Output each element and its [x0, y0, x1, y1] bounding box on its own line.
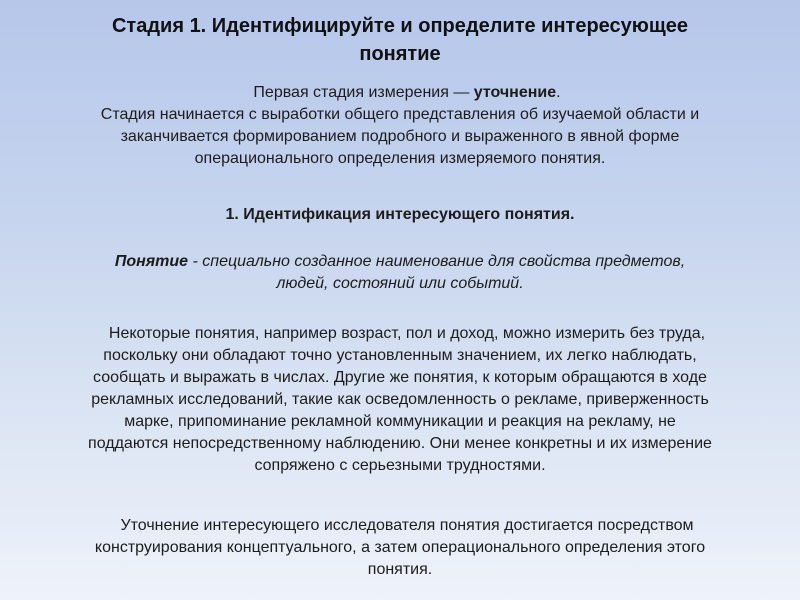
definition-line-2: людей, состояний или событий. — [276, 275, 524, 292]
slide-title-line-1: Стадия 1. Идентифицируйте и определите интересующее — [111, 15, 688, 37]
definition-line-1-rest: - специально созданное наименование для свойства предметов, — [188, 253, 686, 270]
definition-paragraph — [0, 251, 800, 295]
intro-line-1 — [0, 82, 800, 104]
measurement-line: Некоторые понятия, например возраст, пол и доход, можно измерить без труда, — [108, 325, 706, 342]
measurement-line: сообщать и выражать в числах. Другие же понятия, к которым обращаются в ходе — [93, 369, 707, 386]
slide-title-line-2: понятие — [359, 43, 441, 65]
clarification-paragraph — [0, 515, 800, 581]
intro-line-2: Стадия начинается с выработки общего представления об изучаемой области и — [100, 106, 700, 123]
clarification-line: понятия. — [367, 561, 433, 578]
measurement-line: рекламных исследований, такие как осведомленность о рекламе, приверженность — [91, 391, 709, 408]
intro-line-1-suffix: . — [556, 84, 561, 101]
measurement-line: поскольку они обладают точно установленным значением, их легко наблюдать, — [103, 347, 697, 364]
definition-line-1 — [0, 251, 800, 273]
section-heading: 1. Идентификация интересующего понятия. — [225, 206, 575, 223]
clarification-line: конструирования концептуального, а затем операционального определения этого — [94, 539, 706, 556]
intro-keyword: уточнение — [473, 84, 557, 101]
slide-title — [20, 12, 780, 68]
measurement-line: поддаются непосредственному наблюдению. Они менее конкретны и их измерение — [88, 435, 712, 452]
definition-term: Понятие — [114, 253, 189, 270]
clarification-line: Уточнение интересующего исследователя понятия достигается посредством — [120, 517, 694, 534]
intro-line-1-prefix: Первая стадия измерения — — [253, 84, 474, 101]
intro-paragraph — [0, 82, 800, 170]
measurement-line: марке, припоминание рекламной коммуникации и реакция на рекламу, не — [124, 413, 676, 430]
intro-line-3: заканчивается формированием подробного и выраженного в явной форме — [120, 128, 680, 145]
measurement-paragraph — [0, 323, 800, 477]
measurement-line: сопряжено с серьезными трудностями. — [254, 457, 546, 474]
intro-line-4: операционального определения измеряемого понятия. — [194, 150, 606, 167]
